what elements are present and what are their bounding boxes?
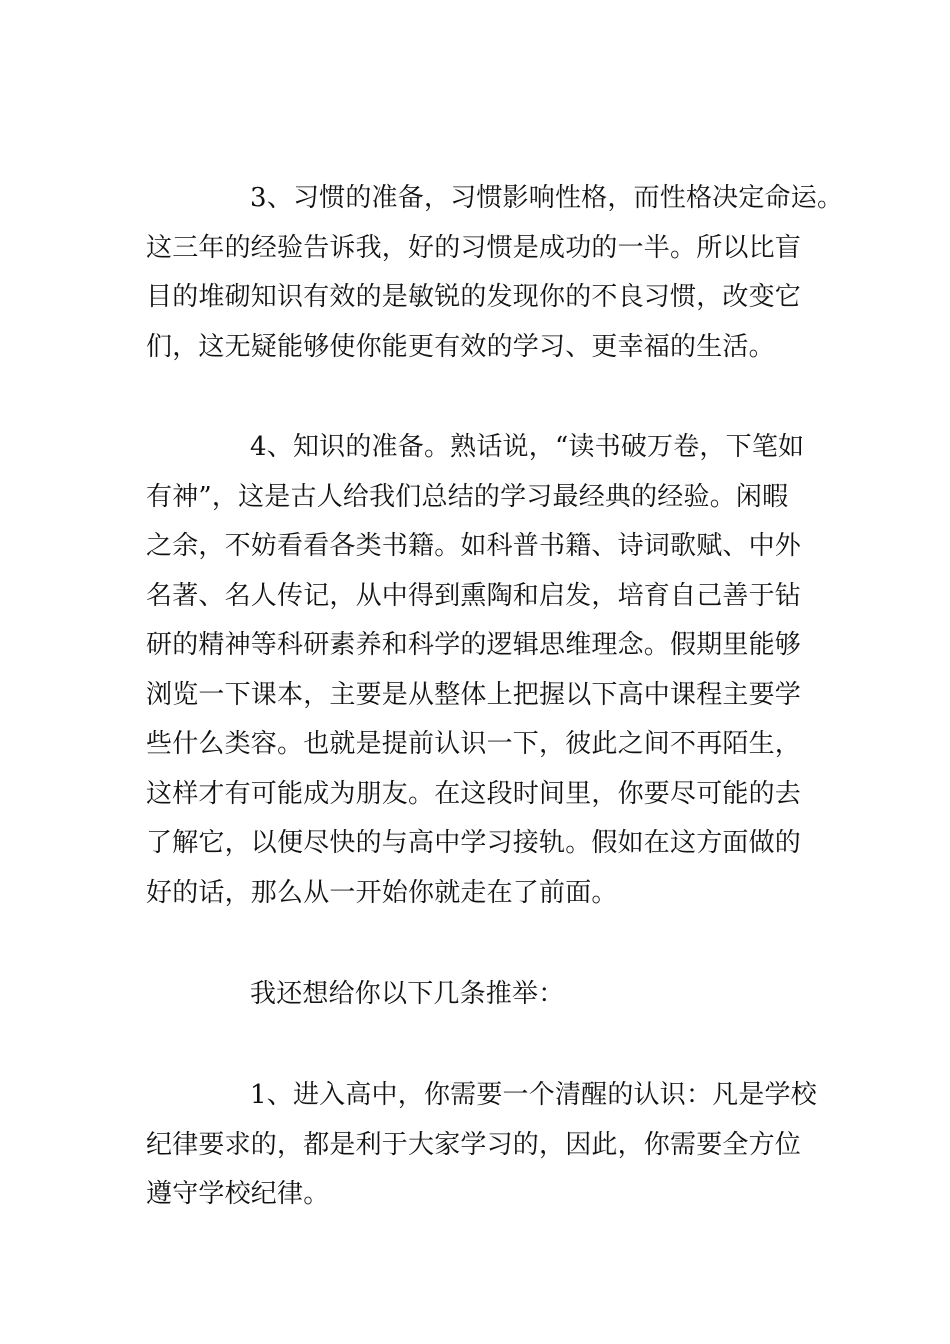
- paragraph-habit-preparation: [146, 174, 844, 372]
- paragraph-line: 些什么类容。也就是提前认识一下，彼此之间不再陌生，: [146, 729, 802, 759]
- paragraph-line: 好的话，那么从一开始你就走在了前面。: [146, 877, 618, 908]
- paragraph-line: 目的堆砌知识有效的是敏锐的发现你的不良习惯，改变它: [146, 282, 802, 312]
- paragraph-line: 这样才有可能成为朋友。在这段时间里，你要尽可能的去: [146, 778, 802, 809]
- paragraph-line: 我还想给你以下几条推举：: [250, 979, 565, 1009]
- paragraph-line: 之余，不妨看看各类书籍。如科普书籍、诗词歌赋、中外: [146, 531, 802, 561]
- paragraph-line: 3、习惯的准备，习惯影响性格，而性格决定命运。: [250, 183, 844, 213]
- paragraph-line: 有神”，这是古人给我们总结的学习最经典的经验。闲暇: [146, 481, 789, 512]
- paragraph-line: 1、进入高中，你需要一个清醒的认识：凡是学校: [250, 1080, 817, 1110]
- paragraph-recommendation-one: [146, 1071, 826, 1220]
- paragraph-line: 研的精神等科研素养和科学的逻辑思维理念。假期里能够: [146, 630, 802, 660]
- paragraph-line: 纪律要求的，都是利于大家学习的，因此，你需要全方位: [146, 1129, 802, 1160]
- paragraph-recommendations-intro: [146, 970, 826, 1020]
- paragraph-line: 这三年的经验告诉我，好的习惯是成功的一半。所以比盲: [146, 232, 802, 263]
- paragraph-line: 名著、名人传记，从中得到熏陶和启发，培育自己善于钻: [146, 580, 802, 611]
- paragraph-knowledge-preparation: [146, 423, 826, 918]
- paragraph-line: 浏览一下课本，主要是从整体上把握以下高中课程主要学: [146, 679, 802, 710]
- paragraph-line: 了解它，以便尽快的与高中学习接轨。假如在这方面做的: [146, 828, 802, 858]
- paragraph-line: 们，这无疑能够使你能更有效的学习、更幸福的生活。: [146, 331, 775, 362]
- paragraph-line: 4、知识的准备。熟话说，“读书破万卷，下笔如: [250, 432, 805, 462]
- paragraph-line: 遵守学校纪律。: [146, 1179, 330, 1209]
